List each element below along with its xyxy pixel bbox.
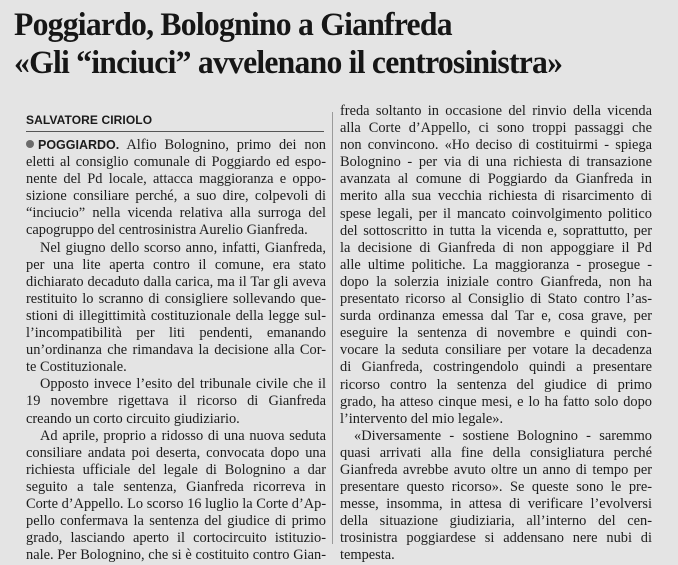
article-line: pello confermava la sentenza del giudice di primo — [26, 513, 326, 530]
article-line: non convincono. «Ho deciso di costituirmi - spiega — [340, 137, 652, 154]
article-line: presentato ricorso al Consiglio di Stato contro l’as- — [340, 291, 652, 308]
article-line: eseguire la sentenza di novembre e quindi con- — [340, 325, 652, 342]
bullet-dot-icon — [26, 140, 34, 148]
article-line: surda ordinanza emessa dal Tar e, cosa grave, per — [340, 308, 652, 325]
article-line: messe, insomma, in attesa di verificare l’evolversi — [340, 496, 652, 513]
article-line: quasi arrivati alla fine della consigliatura perché — [340, 444, 652, 461]
headline — [14, 6, 674, 82]
article-line: restituito lo scranno di consigliere sollevando que- — [26, 290, 326, 307]
dateline: POGGIARDO. — [38, 138, 120, 152]
article-column-right — [340, 103, 652, 565]
article-line: merito alla sua vecchia richiesta di risarcimento di — [340, 188, 652, 205]
article-line: «Diversamente - sostiene Bolognino - saremmo — [354, 427, 652, 444]
column-divider — [332, 112, 333, 544]
article-line: sizione consiliare perché, a suo dire, colpevoli di — [26, 188, 326, 205]
article-line: Bolognino - per via di una richiesta di transazione — [340, 154, 652, 171]
article-line: dichiarato decaduto dalla carica, ma il Tar gli aveva — [26, 273, 326, 290]
article-line: grado, ha atteso cinque mesi, e lo ha fatto solo dopo — [340, 393, 652, 410]
article-line: trosinistra poggiardese si addensano nere nubi di — [340, 530, 652, 547]
article-line: di Gianfreda, costringendolo quindi a presentare — [340, 359, 652, 376]
article-line: te Costituzionale. — [26, 359, 127, 376]
article-column-left — [26, 137, 326, 564]
article-line: freda soltanto in occasione del rinvio della vicenda — [340, 103, 652, 119]
article-line: un’ordinanza che rimandava la decisione alla Cor- — [26, 342, 326, 359]
article-line: alla Corte d’Appello, ci sono troppi passaggi che — [340, 120, 652, 137]
article-line: “inciucio” nella vicenda relativa alla surroga del — [26, 205, 326, 222]
headline-line-1: Poggiardo, Bolognino a Gianfreda — [14, 7, 452, 43]
article-line: l’incompatibilità per liti pendenti, emanando — [26, 325, 326, 342]
byline-rule — [26, 131, 324, 132]
article-line: presentare questo ricorso». Se queste sono le pre- — [340, 479, 652, 496]
article-line: richiesta ufficiale del legale di Bolognino a dar — [26, 461, 326, 478]
article-line: 19 novembre rigettava il ricorso di Gianfreda — [26, 393, 326, 410]
article-line: Gianfreda avrebbe avuto oltre un anno di tempo per — [340, 461, 652, 478]
byline: SALVATORE CIRIOLO — [26, 113, 153, 127]
article-line: nente del Pd locale, attacca maggioranza e oppo- — [26, 171, 326, 188]
article-line: l’intervento del mio legale». — [340, 410, 504, 427]
article-line: dopo la solerzia iniziale contro Gianfreda, non ha — [340, 273, 652, 290]
article-line: ricorso contro la sentenza del giudice di primo — [340, 376, 652, 393]
article-line: del sottoscritto in tutta la vicenda e, soprattutto, per — [340, 222, 652, 239]
article-line: Ad aprile, proprio a ridosso di una nuova seduta — [40, 427, 326, 444]
headline-line-2: «Gli “inciuci” avvelenano il centrosinistra» — [14, 45, 563, 81]
article-line: Corte d’Appello. Lo scorso 16 luglio la Corte d’Ap- — [26, 495, 327, 512]
article-line: tempesta. — [340, 547, 395, 564]
article-line: nale. Per Bolognino, che si è costituito contro Gian- — [26, 547, 326, 564]
article-line: per una lite aperta contro il comune, era stato — [26, 256, 326, 273]
article-line: avanzata al comune di Poggiardo da Gianfreda in — [340, 171, 652, 188]
article-line: Opposto invece l’esito del tribunale civile che il — [40, 376, 326, 393]
article-line: spese legali, per il mancato coinvolgimento politico — [340, 205, 652, 222]
article-line: vocare la seduta consiliare per votare la decadenza — [340, 342, 652, 359]
article-line: eletti al consiglio comunale di Poggiardo ed espo- — [26, 154, 326, 171]
article-line: stioni di illegittimità costituzionale della legge sul- — [26, 307, 326, 324]
article-line: seguito a tale sentenza, Gianfreda ricorreva in — [26, 478, 326, 495]
article-line: creando un corto circuito giudiziario. — [26, 410, 240, 427]
article-line: alle ultime politiche. La maggioranza - prosegue - — [340, 256, 652, 273]
article-line: POGGIARDO. Alfio Bolognino, primo dei non — [26, 137, 326, 154]
article-line: la decisione di Gianfreda di non appoggiare il Pd — [340, 239, 652, 256]
article-line: della situazione giudiziaria, all’interno del cen- — [340, 513, 652, 530]
article-line: consiliare andata poi deserta, convocata dopo una — [26, 444, 326, 461]
article-line: capogruppo del centrosinistra Aurelio Gianfreda. — [26, 222, 308, 239]
article-line: grado, lasciando aperto il cortocircuito istituzio- — [26, 530, 326, 547]
article-line: Nel giugno dello scorso anno, infatti, Gianfreda, — [40, 239, 326, 256]
